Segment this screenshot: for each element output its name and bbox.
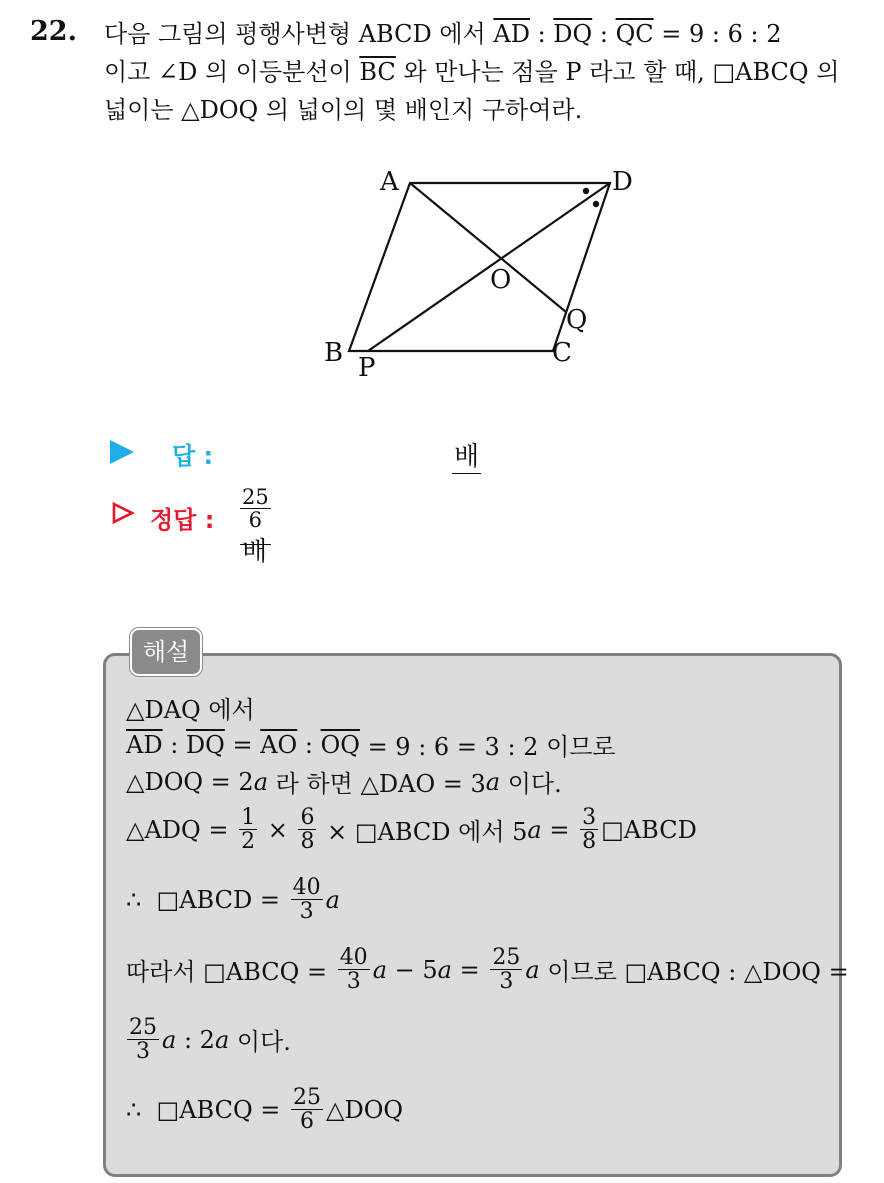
play-triangle-icon <box>110 440 134 464</box>
solution-line-7 <box>124 1016 291 1063</box>
numerator: 1 <box>241 805 256 830</box>
variable: a <box>527 815 542 844</box>
variable: a <box>214 1025 230 1054</box>
label-o: O <box>490 265 512 295</box>
variable: a <box>437 955 452 984</box>
denominator: 2 <box>241 829 256 855</box>
correct-answer-label: 정답 : <box>150 506 215 534</box>
text-segment: − 5 <box>387 955 438 984</box>
segment-oq: $\overline{OQ}$ <box>320 730 360 759</box>
text-segment: × <box>260 815 296 844</box>
fraction <box>298 806 316 853</box>
label-a: A <box>380 167 399 197</box>
angle-mark-dot <box>583 188 589 194</box>
solution-line-3 <box>126 764 562 799</box>
label-q: Q <box>566 305 588 335</box>
denominator: 8 <box>300 829 315 855</box>
fraction <box>239 806 257 853</box>
variable: a <box>325 885 340 914</box>
text-segment: 따라서 □ABCQ = <box>126 958 335 987</box>
text-segment: 이다. <box>229 1028 291 1057</box>
text-segment: : 2 <box>176 1025 215 1054</box>
fraction <box>291 876 323 923</box>
fraction <box>338 946 370 993</box>
text-segment: 이고 ∠D 의 이등분선이 <box>104 58 360 86</box>
solution-line-4 <box>126 806 697 853</box>
variable: a <box>372 955 387 984</box>
variable: a <box>485 767 501 796</box>
angle-mark-dot <box>593 201 599 207</box>
variable: a <box>162 1025 177 1054</box>
text-segment: 이다. <box>500 770 562 798</box>
text-segment: □ABCD <box>601 815 697 844</box>
text-segment: 와 만나는 점을 P 라고 할 때, □ABCQ 의 <box>395 58 840 86</box>
solution-line-5 <box>126 876 340 923</box>
label-b: B <box>324 338 344 368</box>
text-segment: = 9 : 6 : 2 <box>653 20 782 48</box>
segment-bc: $\overline{BC}$ <box>359 58 396 86</box>
answer-unit: 배 <box>452 436 481 474</box>
text-segment: = 9 : 6 = 3 : 2 이므로 <box>359 733 616 761</box>
label-d: D <box>612 167 633 197</box>
text-segment: : <box>297 730 321 759</box>
text-segment: = <box>541 815 578 844</box>
variable: a <box>253 767 268 796</box>
text-segment: × □ABCD 에서 5 <box>319 818 528 847</box>
text-segment: △DOQ <box>326 1095 404 1124</box>
text-segment: △ADQ = <box>126 815 237 844</box>
segment-dq: $\overline{DQ}$ <box>553 20 593 48</box>
fraction <box>580 806 598 853</box>
text-segment: : <box>162 730 186 759</box>
denominator: 6 <box>248 508 263 533</box>
segment-ad: $\overline{AD}$ <box>493 20 530 48</box>
numerator: 25 <box>293 1085 322 1110</box>
solution-line-1: △DAQ 에서 <box>126 696 255 724</box>
denominator: 8 <box>582 829 597 855</box>
solution-line-2 <box>126 727 616 762</box>
segment-qc: $\overline{QC}$ <box>615 20 654 48</box>
text-segment: △DOQ = 2 <box>126 767 254 796</box>
denominator: 6 <box>300 1109 315 1135</box>
solution-line-6 <box>126 946 849 993</box>
problem-line-3: 넓이는 △DOQ 의 넓이의 몇 배인지 구하여라. <box>104 96 583 124</box>
solution-line-8 <box>126 1086 403 1133</box>
fraction <box>240 486 271 531</box>
numerator: 25 <box>129 1015 157 1040</box>
correct-answer-value <box>240 485 271 568</box>
denominator: 3 <box>136 1039 150 1065</box>
text-segment: : <box>529 20 554 48</box>
outline-triangle-icon <box>112 502 134 524</box>
fraction <box>127 1016 159 1063</box>
label-p: P <box>358 353 376 383</box>
text-segment: 이므로 □ABCQ : △DOQ = <box>539 958 849 987</box>
unit: 배 <box>242 537 268 568</box>
segment-dq: $\overline{DQ}$ <box>185 730 225 759</box>
numerator: 25 <box>492 945 521 970</box>
text-segment: ∴ □ABCD = <box>126 885 288 914</box>
segment-aq <box>410 183 566 312</box>
parallelogram-figure <box>300 150 633 390</box>
problem-line-1 <box>104 15 874 53</box>
problem-line-2 <box>104 53 874 91</box>
variable: a <box>525 955 540 984</box>
denominator: 3 <box>346 969 361 995</box>
label-c: C <box>552 338 572 368</box>
text-segment: 다음 그림의 평행사변형 ABCD 에서 <box>104 20 494 48</box>
segment-ao: $\overline{AO}$ <box>260 730 298 759</box>
problem-statement <box>104 15 874 129</box>
numerator: 3 <box>582 805 597 830</box>
text-segment: : <box>592 20 616 48</box>
text-segment: 라 하면 △DAO = 3 <box>268 770 486 798</box>
segment-ad: $\overline{AD}$ <box>126 730 163 759</box>
text-segment: = <box>224 730 261 759</box>
numerator: 40 <box>339 945 368 970</box>
fraction <box>490 946 522 993</box>
text-segment: ∴ □ABCQ = <box>126 1095 289 1124</box>
fraction <box>291 1086 323 1133</box>
text-segment: = <box>451 955 488 984</box>
denominator: 3 <box>299 899 314 925</box>
solution-tab: 해설 <box>130 628 202 676</box>
numerator: 25 <box>242 485 269 509</box>
answer-label: 답 : <box>172 442 214 470</box>
numerator: 40 <box>292 875 321 900</box>
problem-number: 22. <box>30 16 77 47</box>
numerator: 6 <box>300 805 315 830</box>
denominator: 3 <box>499 969 514 995</box>
